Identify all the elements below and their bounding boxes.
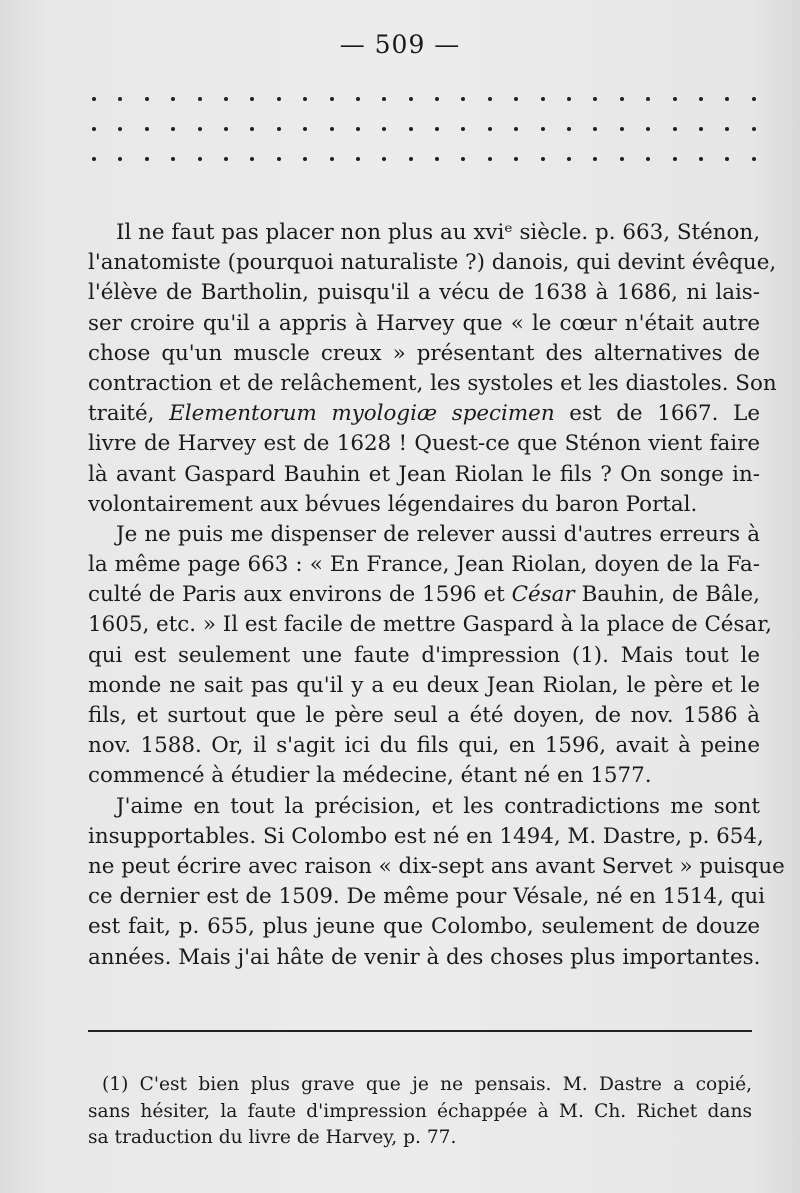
text-line: commencé à étudier la médecine, étant né en 1577. [88,763,652,789]
footnote-line: sans hésiter, la faute d'impression échappée à M. Ch. Richet dans [88,1100,752,1122]
text-line: monde ne sait pas qu'il y a eu deux Jean Riolan, le père et le [88,672,760,698]
text-line: années. Mais j'ai hâte de venir à des choses plus importantes. [88,944,761,970]
text-line: livre de Harvey est de 1628 ! Quest-ce que Sténon vient faire [88,431,760,457]
text-segment: culté de Paris aux environs de 1596 et [88,582,505,608]
text-line: l'élève de Bartholin, puisqu'il a vécu de 1638 à 1686, ni lais- [88,280,760,306]
paragraph-colombo [88,792,785,973]
text-line [88,399,760,429]
dot-row [88,84,760,114]
text-line: Je ne puis me dispenser de relever aussi d'autres erreurs à [116,521,760,547]
text-line: chose qu'un muscle creux » présentant des alternatives de [88,340,760,366]
paragraph-riolan [88,520,772,792]
text-line: ser croire qu'il a appris à Harvey que « le cœur n'était autre [88,310,760,336]
text-segment: est de 1667. Le [569,401,760,427]
text-line: qui est seulement une faute d'impression (1). Mais tout le [88,642,760,668]
paragraph-stenon [88,218,777,520]
footnote-line: (1) C'est bien plus grave que je ne pensais. M. Dastre a copié, [102,1074,752,1095]
text-line [88,580,760,610]
dot-row [88,144,760,174]
omission-dots [88,84,760,174]
text-line: la même page 663 : « En France, Jean Riolan, doyen de la Fa- [88,552,760,578]
text-line: 1605, etc. » Il est facile de mettre Gaspard à la place de César, [88,612,772,638]
text-line: volontairement aux bévues légendaires du baron Portal. [88,491,698,517]
text-line: fils, et surtout que le père seul a été doyen, de nov. 1586 à [88,703,760,728]
text-line: insupportables. Si Colombo est né en 1494, M. Dastre, p. 654, [88,823,764,849]
footnote-divider [88,1030,752,1032]
body-text [88,218,785,973]
dot-row [88,114,760,144]
text-segment: traité, [88,401,155,427]
footnote-line: sa traduction du livre de Harvey, p. 77. [88,1127,457,1148]
text-line: l'anatomiste (pourquoi naturaliste ?) danois, qui devint évêque, [88,250,777,276]
text-line: Il ne faut pas placer non plus au xviᵉ siècle. p. 663, Sténon, [116,220,760,245]
text-segment: Bauhin, de Bâle, [581,582,760,608]
footnote [88,1072,752,1152]
text-line: est fait, p. 655, plus jeune que Colombo, seulement de douze [88,914,760,940]
italic-name: César [511,582,575,608]
text-line: nov. 1588. Or, il s'agit ici du fils qui, en 1596, avait à peine [88,733,760,759]
text-line: ce dernier est de 1509. De même pour Vésale, né en 1514, qui [88,884,765,910]
text-line: là avant Gaspard Bauhin et Jean Riolan le fils ? On songe in- [88,461,760,487]
book-title: Elementorum myologiæ specimen [169,401,555,427]
text-line: contraction et de relâchement, les systoles et les diastoles. Son [88,370,777,396]
text-line: ne peut écrire avec raison « dix-sept ans avant Servet » puisque [88,853,785,879]
page-number: — 509 — [339,30,461,59]
text-line: J'aime en tout la précision, et les contradictions me sont [116,793,760,819]
